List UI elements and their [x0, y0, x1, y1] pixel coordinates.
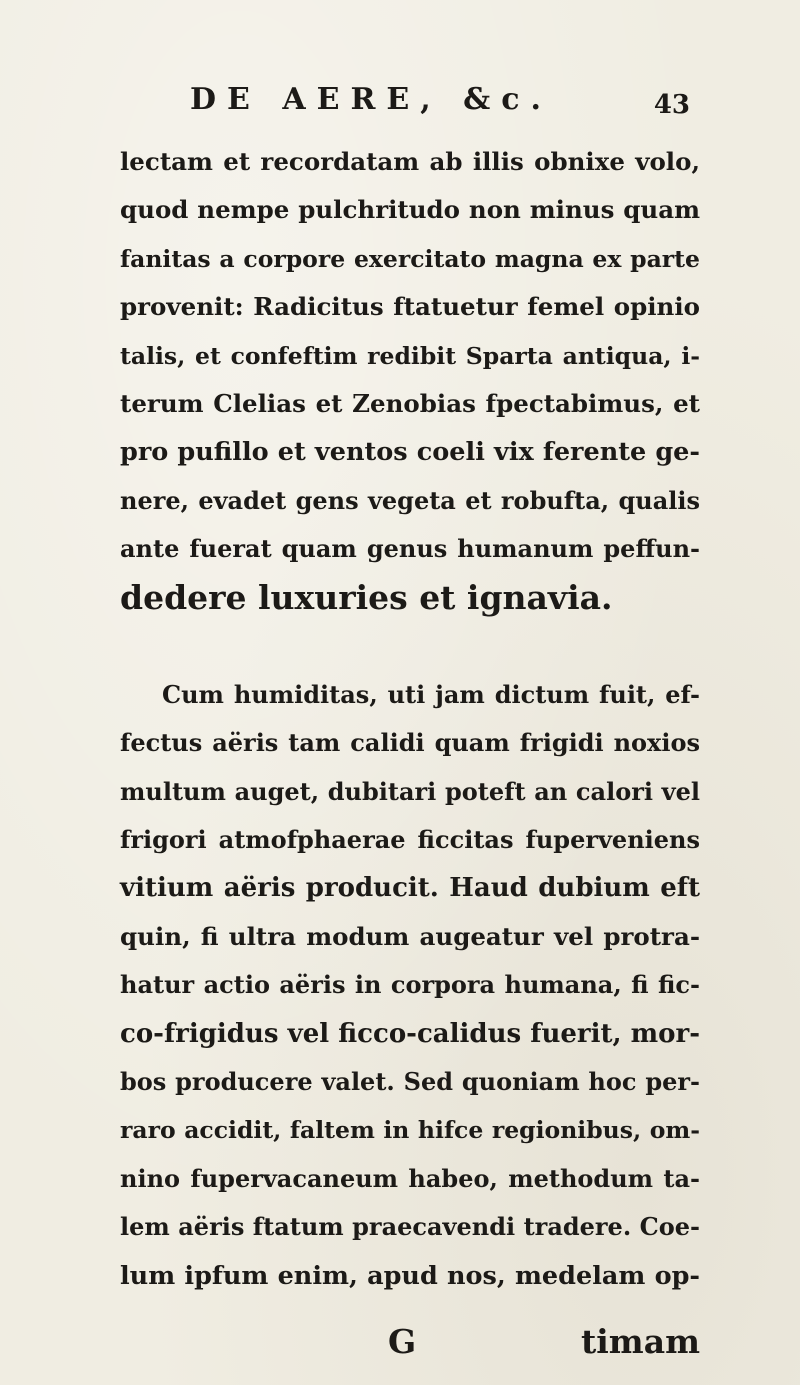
- text-line: lectam et recordatam ab illis obnixe volo,: [120, 147, 700, 176]
- text-line: lum ipfum enim, apud nos, medelam op-: [120, 1260, 700, 1291]
- text-line: co-frigidus vel ficco-calidus fuerit, mor-: [120, 1018, 700, 1049]
- text-line: nino fupervacaneum habeo, methodum ta-: [120, 1163, 700, 1193]
- text-line: lem aëris ftatum praecavendi tradere. Coe-: [120, 1212, 700, 1242]
- paragraph-1: [120, 138, 700, 622]
- text-line: fectus aëris tam calidi quam frigidi noxios: [120, 728, 700, 758]
- catchword: timam: [581, 1322, 700, 1361]
- text-line: fanitas a corpore exercitato magna ex parte: [120, 244, 700, 273]
- text-line: bos producere valet. Sed quoniam hoc per-: [120, 1067, 700, 1097]
- text-line: frigori atmofphaerae ficcitas fuperveniens: [120, 825, 700, 855]
- paragraph-2: [120, 671, 700, 1300]
- text-line: nere, evadet gens vegeta et robufta, qualis: [120, 485, 700, 515]
- text-line: multum auget, dubitari poteft an calori vel: [120, 776, 700, 806]
- page-number: 43: [653, 90, 690, 120]
- text-line: pro pufillo et ventos coeli vix ferente ge-: [120, 437, 700, 468]
- text-line: ante fuerat quam genus humanum peffun-: [120, 534, 700, 564]
- text-line: provenit: Radicitus ftatuetur femel opinio: [120, 292, 700, 322]
- text-line: dedere luxuries et ignavia.: [120, 577, 613, 617]
- text-line: Cum humiditas, uti jam dictum fuit, ef-: [162, 679, 700, 709]
- text-line: quod nempe pulchritudo non minus quam: [120, 195, 700, 225]
- text-line: hatur actio aëris in corpora humana, fi fic-: [120, 970, 700, 1000]
- running-head: [190, 82, 690, 122]
- paragraph-gap: [120, 622, 700, 671]
- body-text: [120, 138, 700, 1300]
- text-line: raro accidit, faltem in hifce regionibus, om-: [120, 1116, 700, 1145]
- text-line: talis, et confeftim redibit Sparta antiqua, i-: [120, 341, 700, 370]
- text-line: terum Clelias et Zenobias fpectabimus, et: [120, 388, 700, 418]
- signature-mark: G: [388, 1322, 417, 1361]
- page-footer: [120, 1322, 700, 1366]
- running-head-title: DE AERE, &c.: [190, 82, 552, 117]
- text-line: quin, fi ultra modum augeatur vel protra-: [120, 921, 700, 951]
- text-line: vitium aëris producit. Haud dubium eft: [120, 873, 700, 904]
